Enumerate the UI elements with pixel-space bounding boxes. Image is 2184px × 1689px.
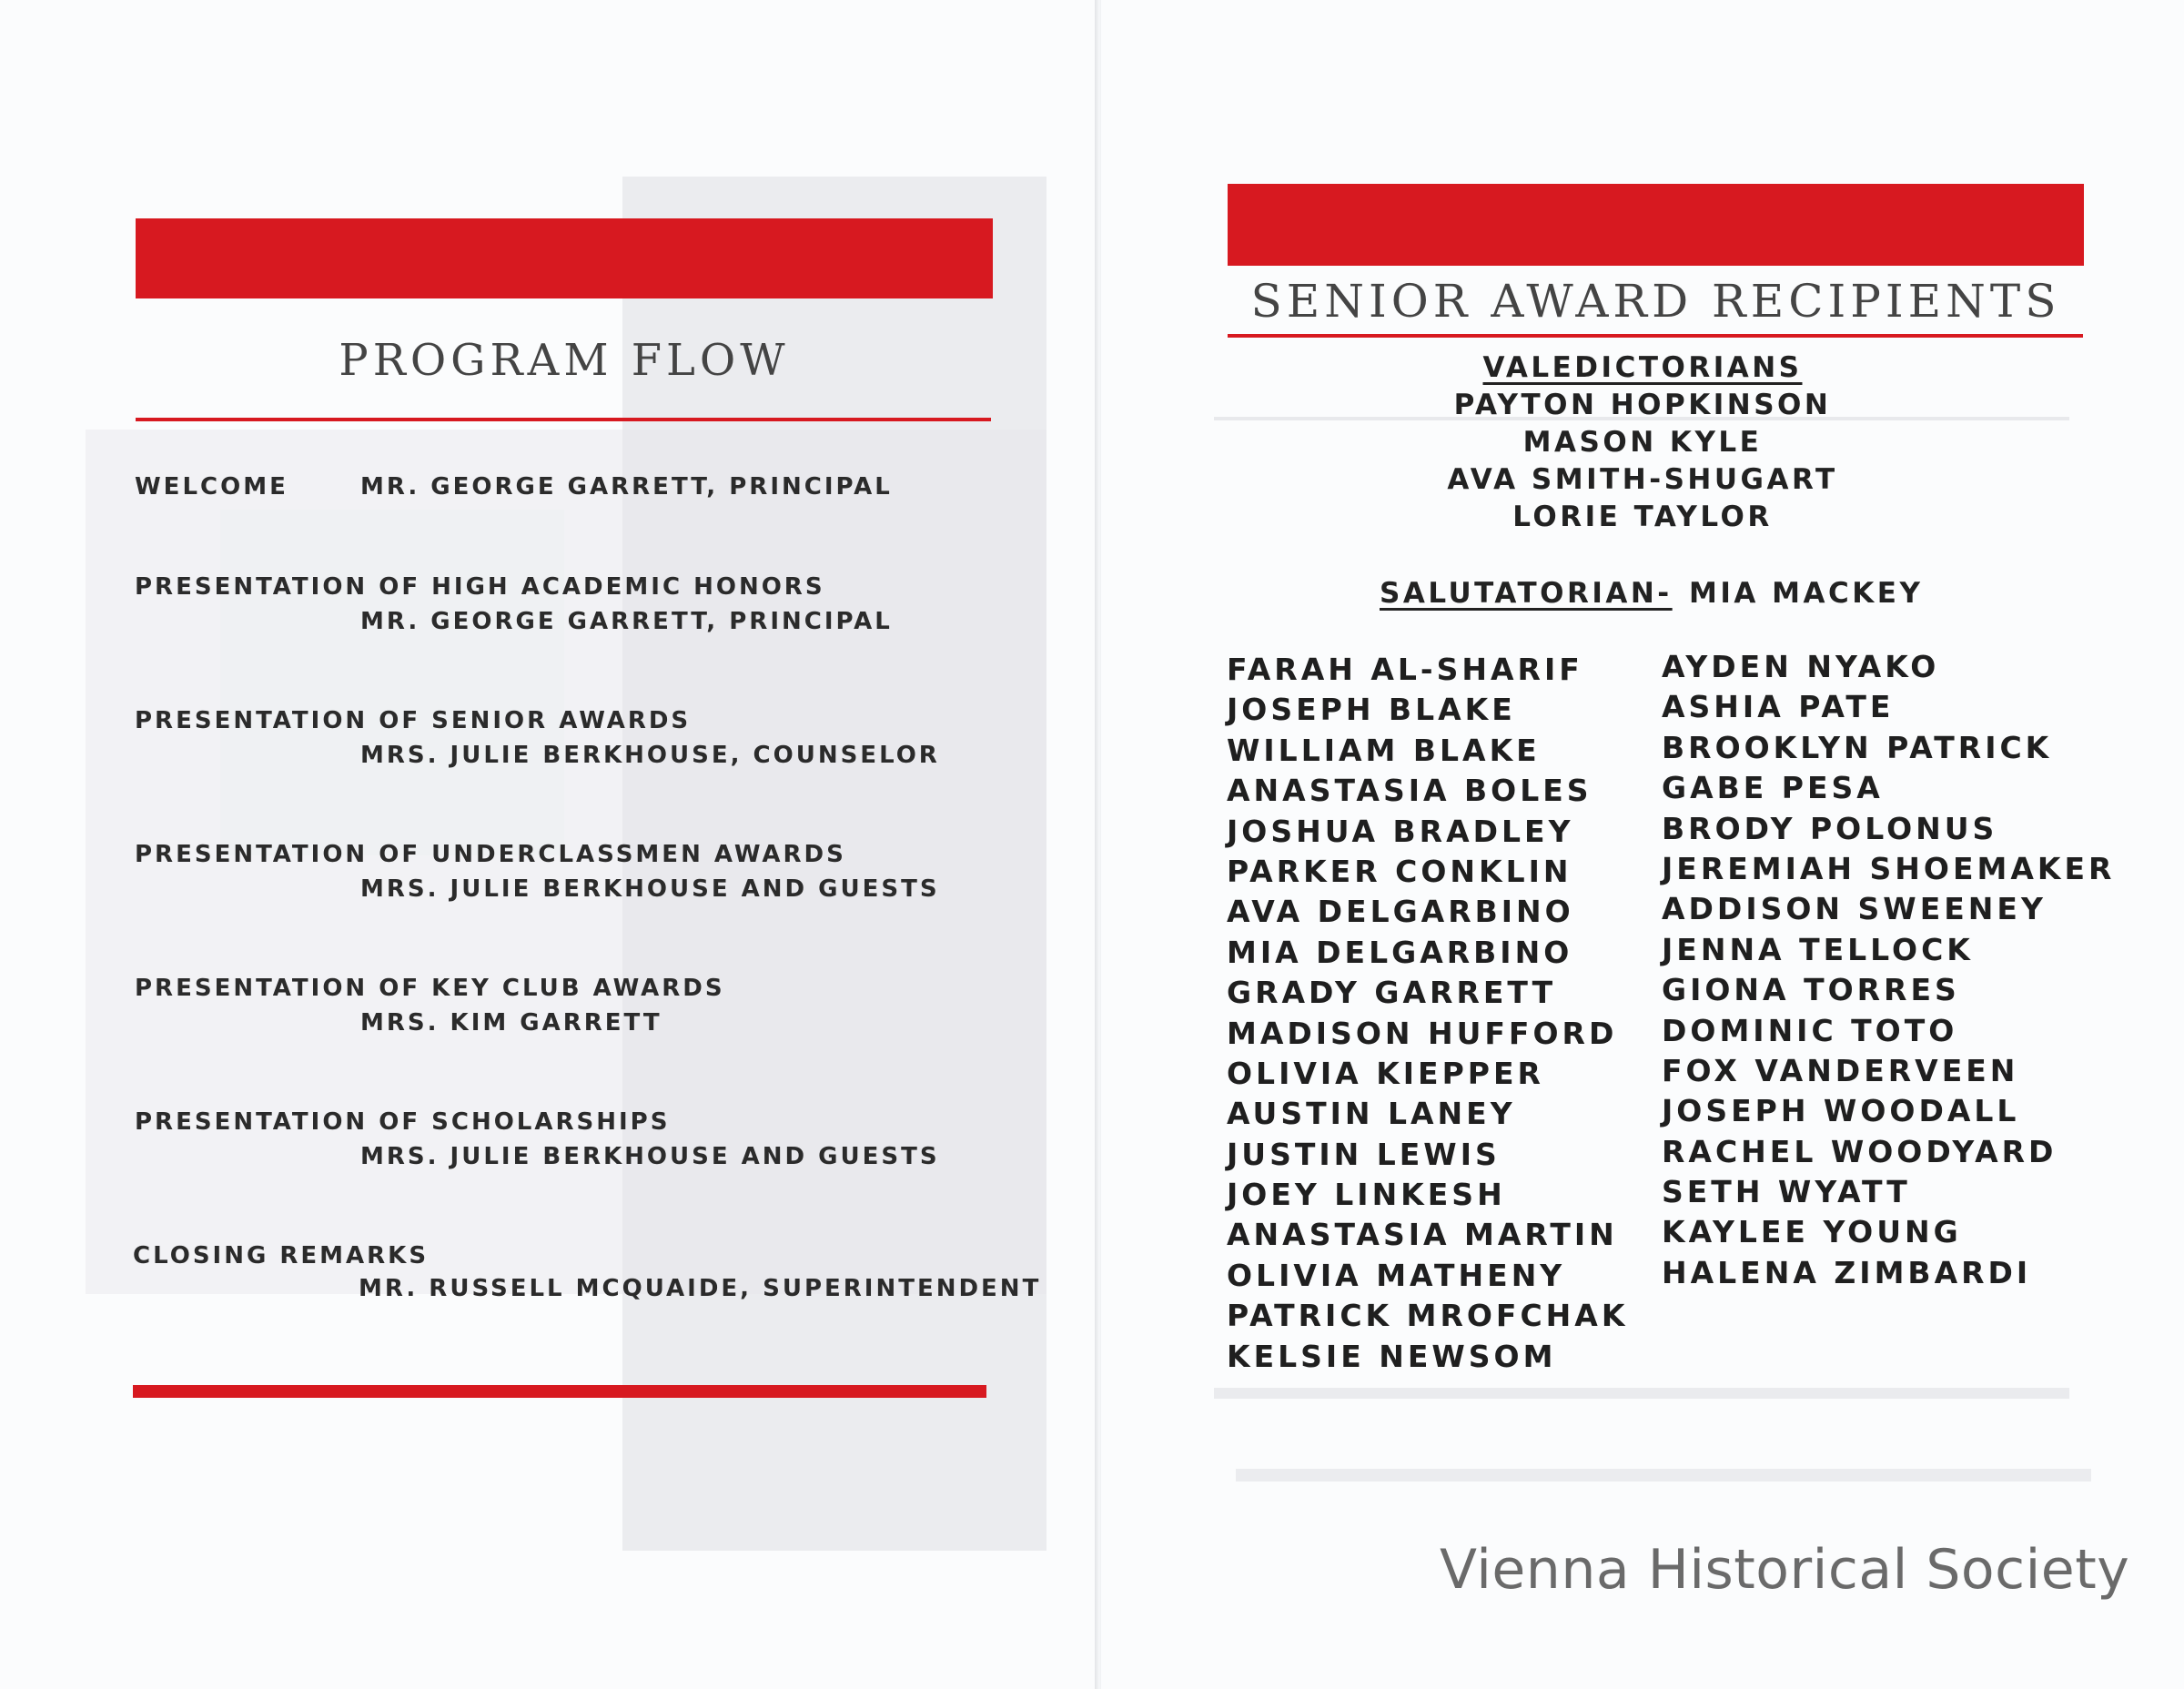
- program-item-label: WELCOME: [135, 473, 288, 501]
- recipient-name: FOX VANDERVEEN: [1662, 1052, 2019, 1088]
- recipients-column-2: [1662, 649, 2115, 1295]
- recipient-name: HALENA ZIMBARDI: [1662, 1254, 2032, 1290]
- program-item-detail: MRS. KIM GARRETT: [360, 1009, 662, 1037]
- valedictorian-name: MASON KYLE: [1522, 426, 1763, 459]
- program-item-detail: MRS. JULIE BERKHOUSE AND GUESTS: [360, 1143, 940, 1170]
- program-item-label: PRESENTATION OF SENIOR AWARDS: [135, 707, 692, 734]
- recipient-name: KELSIE NEWSOM: [1227, 1338, 1557, 1374]
- top-red-bar: [1228, 184, 2084, 266]
- program-item-detail: MRS. JULIE BERKHOUSE AND GUESTS: [360, 875, 940, 903]
- program-item-high-academic-honors: [135, 573, 893, 635]
- show-through-block: [220, 510, 564, 855]
- recipient-name: ADDISON SWEENEY: [1662, 891, 2047, 927]
- program-item-senior-awards: [135, 707, 940, 769]
- program-item-detail: MR. GEORGE GARRETT, PRINCIPAL: [360, 608, 893, 635]
- bottom-red-line: [133, 1385, 986, 1398]
- recipient-name: PARKER CONKLIN: [1227, 853, 1572, 889]
- recipient-name: KAYLEE YOUNG: [1662, 1214, 1962, 1250]
- program-item-label: PRESENTATION OF HIGH ACADEMIC HONORS: [135, 573, 825, 601]
- page-title: PROGRAM FLOW: [339, 335, 790, 386]
- program-item-label: PRESENTATION OF UNDERCLASSMEN AWARDS: [135, 841, 846, 868]
- show-through-line: [1214, 1388, 2069, 1399]
- recipient-name: JOSEPH WOODALL: [1662, 1093, 2020, 1129]
- program-item-key-club-awards: [135, 975, 725, 1037]
- recipient-name: MIA DELGARBINO: [1227, 934, 1573, 970]
- program-item-underclassmen-awards: [135, 841, 940, 903]
- program-item-welcome: [135, 473, 893, 501]
- title-underline: [136, 418, 991, 421]
- recipient-name: ANASTASIA MARTIN: [1227, 1217, 1618, 1253]
- title-underline: [1228, 334, 2083, 338]
- recipient-name: JOSEPH BLAKE: [1227, 692, 1516, 728]
- top-red-bar: [136, 218, 993, 298]
- show-through-line: [1236, 1469, 2091, 1482]
- program-item-label: PRESENTATION OF SCHOLARSHIPS: [135, 1108, 671, 1136]
- valedictorians-heading: VALEDICTORIANS: [1482, 351, 1803, 384]
- recipient-name: MADISON HUFFORD: [1227, 1015, 1618, 1051]
- program-item-detail: MRS. JULIE BERKHOUSE, COUNSELOR: [360, 742, 940, 769]
- recipient-name: JEREMIAH SHOEMAKER: [1662, 850, 2116, 886]
- page-title: SENIOR AWARD RECIPIENTS: [1250, 275, 2061, 328]
- recipient-name: AVA DELGARBINO: [1227, 894, 1574, 930]
- recipient-name: ANASTASIA BOLES: [1227, 773, 1592, 809]
- watermark-text: Vienna Historical Society: [1440, 1538, 2130, 1602]
- salutatorian-heading: SALUTATORIAN-: [1380, 577, 1673, 610]
- recipient-name: RACHEL WOODYARD: [1662, 1133, 2058, 1169]
- recipient-name: BROOKLYN PATRICK: [1662, 729, 2053, 765]
- recipients-column-1: [1227, 652, 1628, 1379]
- valedictorian-name: LORIE TAYLOR: [1512, 501, 1773, 533]
- program-item-label: PRESENTATION OF KEY CLUB AWARDS: [135, 975, 725, 1002]
- recipient-name: ASHIA PATE: [1662, 689, 1895, 725]
- recipient-name: AUSTIN LANEY: [1227, 1096, 1516, 1132]
- recipient-name: OLIVIA KIEPPER: [1227, 1055, 1544, 1091]
- recipient-name: GIONA TORRES: [1662, 972, 1960, 1008]
- valedictorian-name: PAYTON HOPKINSON: [1453, 389, 1832, 421]
- recipient-name: JOSHUA BRADLEY: [1227, 813, 1574, 849]
- program-item-closing-remarks: [133, 1242, 1042, 1302]
- program-item-label: CLOSING REMARKS: [133, 1242, 430, 1269]
- recipient-name: OLIVIA MATHENY: [1227, 1257, 1566, 1293]
- recipient-name: AYDEN NYAKO: [1662, 649, 1940, 684]
- program-item-detail: MR. RUSSELL MCQUAIDE, SUPERINTENDENT: [359, 1275, 1042, 1302]
- recipient-name: JOEY LINKESH: [1227, 1177, 1506, 1213]
- program-item-scholarships: [135, 1108, 940, 1170]
- recipient-name: GRADY GARRETT: [1227, 975, 1557, 1011]
- recipient-name: JUSTIN LEWIS: [1227, 1136, 1501, 1172]
- recipient-name: SETH WYATT: [1662, 1174, 1911, 1210]
- program-item-detail: MR. GEORGE GARRETT, PRINCIPAL: [360, 473, 893, 501]
- recipient-name: GABE PESA: [1662, 770, 1884, 806]
- recipient-name: FARAH AL-SHARIF: [1227, 652, 1583, 687]
- salutatorian-name: MIA MACKEY: [1689, 577, 1924, 610]
- recipient-name: DOMINIC TOTO: [1662, 1012, 1958, 1048]
- recipient-name: WILLIAM BLAKE: [1227, 732, 1541, 768]
- recipient-name: BRODY POLONUS: [1662, 810, 1998, 846]
- valedictorian-name: AVA SMITH-SHUGART: [1447, 463, 1838, 496]
- recipient-name: PATRICK MROFCHAK: [1227, 1298, 1629, 1334]
- recipient-name: JENNA TELLOCK: [1662, 931, 1974, 967]
